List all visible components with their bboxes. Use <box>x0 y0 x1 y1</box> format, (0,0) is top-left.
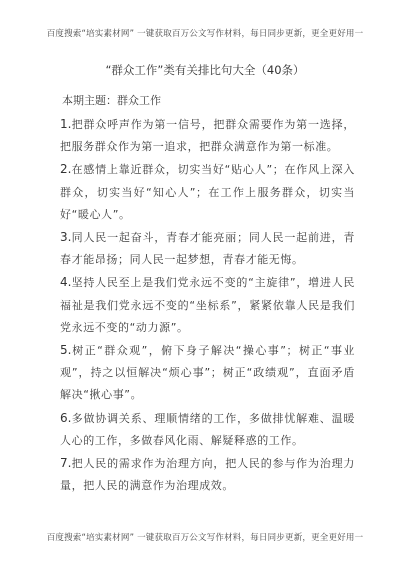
item-text: 在感情上靠近群众，切实当好“贴心人”；在作风上深入群众，切实当好“知心人”；在工作上服务群众，切实当好“暖心人”。 <box>60 163 355 221</box>
item-number: 2. <box>60 162 72 177</box>
item-number: 5. <box>60 343 72 358</box>
document-title: “群众工作”类有关排比句大全（40条） <box>105 63 305 77</box>
page-header: 百度搜索“培实素材网” 一键获取百万公文写作材料，每日同步更新，更全更好用一 <box>46 29 364 39</box>
item-number: 1. <box>60 117 72 131</box>
item-list <box>60 113 355 497</box>
list-item <box>60 226 355 271</box>
item-text: 多做协调关系、理顺情绪的工作，多做排忧解难、温暖人心的工作，多做春风化雨、解疑释惑的工作。 <box>60 411 355 447</box>
list-item <box>60 271 355 339</box>
topic-line: 本期主题：群众工作 <box>62 94 161 107</box>
item-text: 把群众呼声作为第一信号，把群众需要作为第一选择，把服务群众作为第一追求，把群众满意作为第一标准。 <box>60 118 355 154</box>
list-item <box>60 407 355 452</box>
item-number: 7. <box>60 456 72 471</box>
item-text: 坚持人民至上是我们党永远不变的“主旋律”，增进人民福祉是我们党永远不变的“坐标系”，紧紧依靠人民是我们党永远不变的“动力源”。 <box>60 276 355 334</box>
list-item <box>60 339 355 407</box>
list-item <box>60 158 355 226</box>
item-number: 4. <box>60 275 72 290</box>
page-footer: 百度搜索“培实素材网” 一键获取百万公文写作材料，每日同步更新，更全更好用一 <box>46 533 364 543</box>
item-text: 树正“群众观”，俯下身子解决“操心事”；树正“事业观”，持之以恒解决“烦心事”；树正“政绩观”，直面矛盾解决“揪心事”。 <box>60 344 355 402</box>
list-item <box>60 452 355 497</box>
item-number: 3. <box>60 230 72 245</box>
item-number: 6. <box>60 410 72 425</box>
list-item <box>60 113 355 158</box>
item-text: 同人民一起奋斗，青春才能亮丽；同人民一起前进，青春才能昂扬；同人民一起梦想，青春才能无悔。 <box>60 231 355 267</box>
item-text: 把人民的需求作为治理方向，把人民的参与作为治理力量，把人民的满意作为治理成效。 <box>60 457 355 493</box>
